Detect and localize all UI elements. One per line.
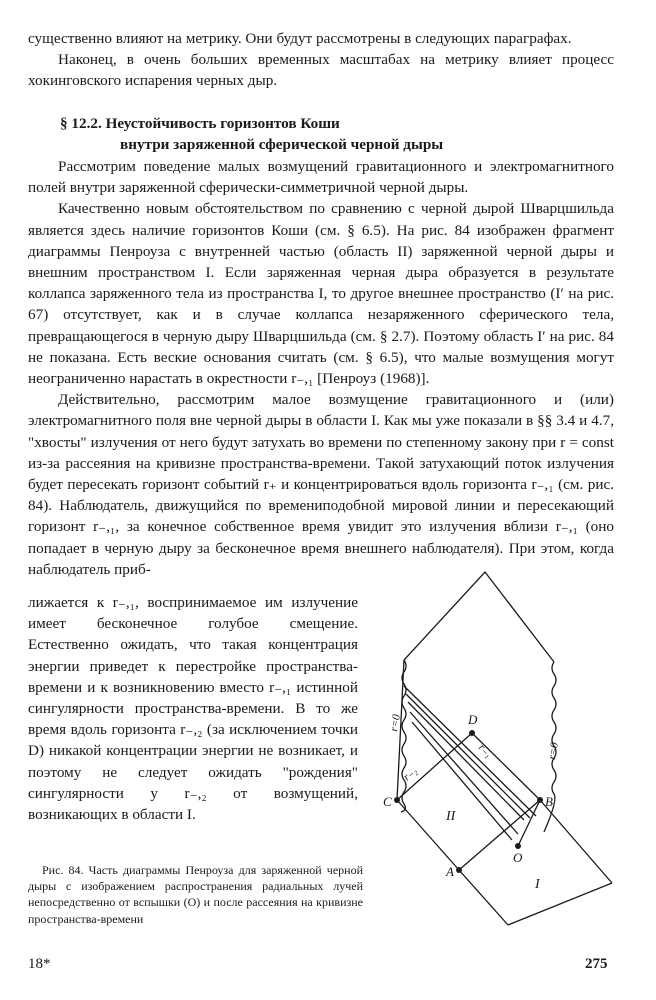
label-c: C	[383, 794, 392, 809]
label-r-minus-1: r₋₁	[475, 741, 495, 760]
section-title-line2: внутри заряженной сферической черной дыры	[120, 136, 444, 153]
point-a	[456, 867, 462, 873]
radiation-ray	[412, 722, 512, 840]
signature-mark: 18*	[28, 956, 51, 972]
paragraph-3: Рассмотрим поведение малых возмущений гравитационного и электромагнитного полей внутри заряженной сферически-симметричной черной дыры.	[28, 158, 614, 197]
label-o: O	[513, 850, 523, 865]
label-r-minus-2: r₋₂	[400, 764, 420, 784]
point-b	[537, 797, 543, 803]
radiation-ray	[404, 686, 536, 816]
figure-caption: Рис. 84. Часть диаграммы Пенроуза для заряженной черной дыры с изображением распространения радиальных лучей непосредственно от вспышки (O) и после рассеяния на кривизне пространства-времени	[28, 863, 363, 926]
label-r0-right: r=0	[546, 741, 561, 761]
page-number: 275	[585, 956, 608, 972]
horizon-a-b	[459, 800, 540, 870]
point-c	[394, 797, 400, 803]
region-i-edge-bottom	[508, 883, 612, 925]
paragraph-5: Действительно, рассмотрим малое возмущение гравитационного и (или) электромагнитного поля вне черной дыры в области I. Как мы уже показали в §§ 3.4 и 4.7, "хвосты" излучения от него будут затухать во времени по степенному закону при r = const из-за рассеяния на кривизне пространства-времени. Такой затухающий поток излучения будет пересекать горизонт событий r₊ и концентрироваться вдоль горизонта r₋,₁ (см. рис. 84). Наблюдатель, движущийся по времениподобной мировой линии и пересекающий горизонт r₋,₁, за конечное собственное время увидит это излучения вблизи r₋,₁ (оно попадает в черную дыру за бесконечное время внешнего наблюдателя). При этом, когда наблюдатель приб-	[28, 391, 614, 578]
point-o	[515, 843, 521, 849]
label-r0-left: r=0	[388, 713, 403, 733]
radiation-ray	[408, 702, 524, 820]
paragraph-4: Качественно новым обстоятельством по сравнению с черной дырой Шварцшильда является здесь наличие горизонтов Коши (см. § 6.5). На рис. 84 изображен фрагмент диаграммы Пенроуза с внутренней частью (область II) заряженной черной дыры и внешним пространством I. Если заряженная черная дыра образуется в результате коллапса заряженного тела из пространства I, то другое внешнее пространство (I′ на рис. 67) отсутствует, как и в случае коллапса незаряженного сферического тела, превращающегося в черную дыру Шварцшильда (см. § 2.7). Поэтому область I′ на рис. 84 не показана. Есть веские основания считать (см. § 6.5), что малые возмущения могут неограниченно нарастать в окрестности r₋,₁ [Пенроуз (1968)].	[28, 200, 614, 388]
section-title-line1: Неустойчивость горизонтов Коши	[105, 115, 340, 132]
diagram-upper-edge	[397, 572, 554, 800]
paragraph-2: Наконец, в очень больших временных масштабах на метрику влияет процесс хокинговского испарения черных дыр.	[28, 51, 614, 90]
label-b: B	[545, 794, 553, 809]
region-i-edge-left	[459, 870, 508, 925]
label-d: D	[468, 712, 478, 727]
point-d	[469, 730, 475, 736]
paragraph-1: существенно влияют на метрику. Они будут рассмотрены в следующих параграфах.	[28, 30, 572, 47]
radiation-ray	[410, 712, 518, 834]
label-region-i: I	[535, 877, 540, 892]
ray-to-o	[518, 800, 540, 846]
region-i-edge-right	[540, 800, 612, 883]
wavy-singularity-left	[401, 660, 406, 812]
label-region-ii: II	[446, 809, 456, 824]
section-number: § 12.2.	[60, 115, 102, 132]
paragraph-6: лижается к r₋,₁, воспринимаемое им излучение имеет бесконечное голубое смещение. Естественно ожидать, что такая концентрация энергии приведет к перестройке пространства-времени и к возникновению вместо r₋,₁ истинной сингулярности пространства-времени. В то же время вдоль горизонта r₋,₂ (за исключением точки D) никакой концентрации энергии не возникает, и поэтому не следует ожидать "рождения" сингулярности у r₋,₂ от возмущений, возникающих в области I.	[28, 594, 358, 824]
label-a: A	[446, 864, 454, 879]
